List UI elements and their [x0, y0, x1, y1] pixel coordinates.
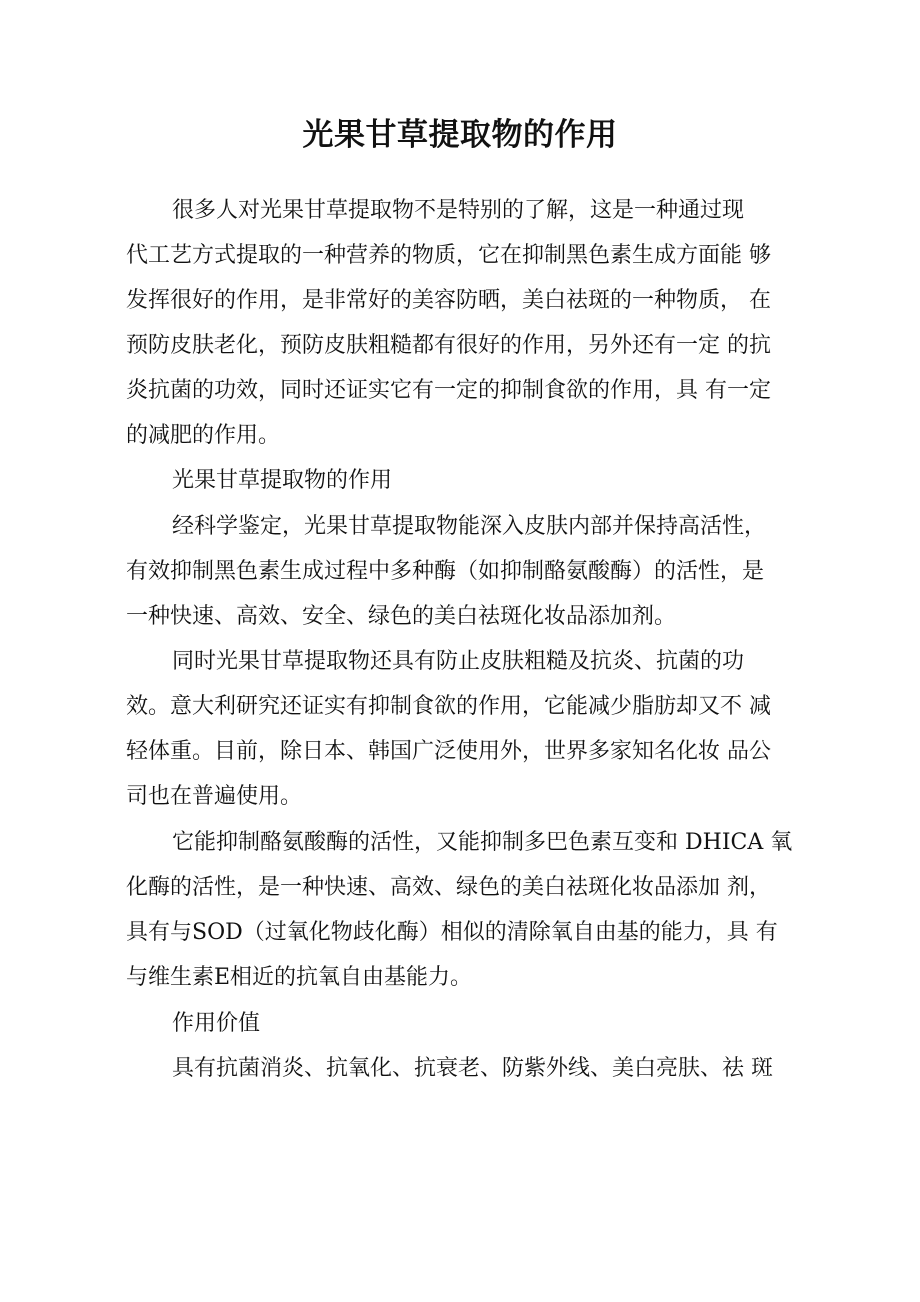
document-title: 光果甘草提取物的作用: [302, 117, 618, 153]
paragraph-4-line-2: 化酶的活性，是一种快速、高效、绿色的美白祛斑化妆品添加 剂，: [126, 875, 771, 900]
paragraph-2-line-2: 有效抑制黑色素生成过程中多种酶（如抑制酪氨酸酶）的活性，是: [126, 559, 765, 584]
paragraph-3-line-4: 司也在普遍使用。: [126, 784, 303, 809]
paragraph-3-line-3: 轻体重。目前，除日本、韩国广泛使用外，世界多家知名化妆 品公: [126, 739, 771, 764]
section-heading-functions: 光果甘草提取物的作用: [172, 468, 393, 493]
paragraph-4-line-1: 它能抑制酪氨酸酶的活性，又能抑制多巴色素互变和 DHICA 氧: [172, 830, 793, 855]
paragraph-5-line-1: 具有抗菌消炎、抗氧化、抗衰老、防紫外线、美白亮肤、祛 斑: [172, 1056, 773, 1081]
paragraph-4-line-3: 具有与SOD（过氧化物歧化酶）相似的清除氧自由基的能力，具 有: [126, 920, 778, 945]
paragraph-2-line-1: 经科学鉴定，光果甘草提取物能深入皮肤内部并保持高活性，: [172, 514, 767, 539]
paragraph-1-line-5: 炎抗菌的功效，同时还证实它有一定的抑制食欲的作用，具 有一定: [126, 378, 771, 403]
paragraph-2-line-3: 一种快速、高效、安全、绿色的美白祛斑化妆品添加剂。: [126, 604, 677, 629]
section-heading-value: 作用价值: [172, 1011, 261, 1036]
paragraph-1-line-4: 预防皮肤老化，预防皮肤粗糙都有很好的作用，另外还有一定 的抗: [126, 333, 771, 358]
paragraph-1-line-2: 代工艺方式提取的一种营养的物质，它在抑制黑色素生成方面能 够: [126, 243, 771, 268]
paragraph-1-line-6: 的减肥的作用。: [126, 423, 281, 448]
paragraph-1-line-1: 很多人对光果甘草提取物不是特别的了解，这是一种通过现: [172, 198, 745, 223]
paragraph-3-line-1: 同时光果甘草提取物还具有防止皮肤粗糙及抗炎、抗菌的功: [172, 649, 745, 674]
paragraph-1-line-3: 发挥很好的作用，是非常好的美容防晒，美白祛斑的一种物质， 在: [126, 288, 771, 313]
paragraph-4-line-4: 与维生素E相近的抗氧自由基能力。: [126, 965, 473, 990]
paragraph-3-line-2: 效。意大利研究还证实有抑制食欲的作用，它能减少脂肪却又不 减: [126, 694, 771, 719]
